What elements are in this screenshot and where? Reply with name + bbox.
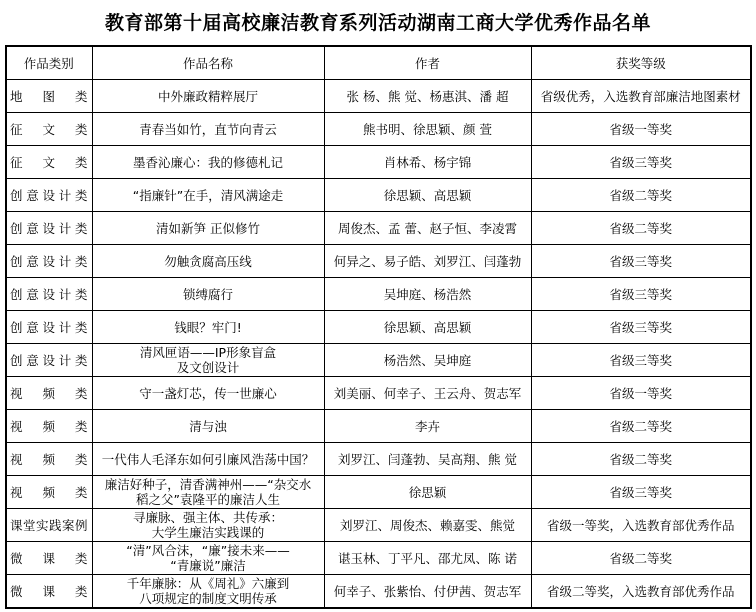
- award-level-cell: 省级二等奖: [531, 212, 751, 245]
- work-name-line: 青春当如竹，直节向青云: [139, 121, 277, 137]
- work-name-line: 清如新笋 正似修竹: [156, 220, 260, 236]
- work-name-cell: [92, 179, 324, 212]
- authors-cell: 徐思颖、高思颖: [324, 311, 531, 344]
- category-cell: 创意设计类: [6, 179, 92, 212]
- category-cell: 征文类: [6, 146, 92, 179]
- page-title: 教育部第十届高校廉洁教育系列活动湖南工商大学优秀作品名单: [104, 12, 651, 34]
- category-cell: 创意设计类: [6, 212, 92, 245]
- table-row: [6, 278, 751, 311]
- table-row: [6, 80, 751, 113]
- work-name-cell: [92, 311, 324, 344]
- table-row: [6, 410, 751, 443]
- work-name-line: 廉洁好种子，清香满神州——“杂交水: [104, 477, 312, 492]
- award-level-cell: 省级优秀，入选教育部廉洁地图素材: [531, 80, 751, 113]
- header-work-name: 作品名称: [92, 46, 324, 80]
- authors-cell: 刘罗江、周俊杰、赖嘉雯、熊觉: [324, 509, 531, 542]
- work-name-line: 八项规定的制度文明传承: [139, 591, 277, 606]
- authors-cell: 吴坤庭、杨浩然: [324, 278, 531, 311]
- category-cell: 微课类: [6, 575, 92, 609]
- table-row: [6, 245, 751, 278]
- work-name-line: 清与浊: [189, 418, 227, 434]
- category-cell: 创意设计类: [6, 344, 92, 377]
- work-name-cell: [92, 245, 324, 278]
- work-name-line: 清风匣语——IP形象盲盒: [139, 345, 277, 360]
- table-row: [6, 179, 751, 212]
- table-row: [6, 542, 751, 575]
- work-name-cell: [92, 146, 324, 179]
- work-name-line: 及文创设计: [176, 360, 240, 375]
- award-level-cell: 省级三等奖: [531, 146, 751, 179]
- header-authors: 作者: [324, 46, 531, 80]
- table-row: [6, 509, 751, 542]
- authors-cell: 张 杨、熊 觉、杨惠淇、潘 超: [324, 80, 531, 113]
- work-name-line: “清”风合沫，“廉”接未来——: [126, 543, 290, 558]
- table-row: [6, 377, 751, 410]
- authors-cell: 谌玉林、丁平凡、邵尤凤、陈 诺: [324, 542, 531, 575]
- authors-cell: 刘美丽、何幸子、王云舟、贺志军: [324, 377, 531, 410]
- work-name-cell: [92, 410, 324, 443]
- award-level-cell: 省级二等奖，入选教育部优秀作品: [531, 575, 751, 609]
- work-name-cell: [92, 443, 324, 476]
- category-cell: 视频类: [6, 410, 92, 443]
- table-row: [6, 212, 751, 245]
- award-level-cell: 省级二等奖: [531, 410, 751, 443]
- work-name-line: 中外廉政精粹展厅: [157, 88, 258, 104]
- authors-cell: 杨浩然、吴坤庭: [324, 344, 531, 377]
- work-name-line: 大学生廉洁实践课的: [151, 525, 265, 540]
- work-name-cell: [92, 212, 324, 245]
- work-name-cell: [92, 113, 324, 146]
- category-cell: 课堂实践案例: [6, 509, 92, 542]
- work-name-cell: [92, 80, 324, 113]
- award-level-cell: 省级一等奖: [531, 113, 751, 146]
- work-name-line: 钱眼？牢门!: [174, 319, 242, 335]
- work-name-line: 稻之父”袁隆平的廉洁人生: [136, 492, 280, 507]
- category-cell: 视频类: [6, 476, 92, 509]
- award-level-cell: 省级二等奖: [531, 443, 751, 476]
- header-category: 作品类别: [6, 46, 92, 80]
- category-cell: 创意设计类: [6, 278, 92, 311]
- work-name-cell: [92, 377, 324, 410]
- authors-cell: 刘罗江、闫蓬勃、吴高翔、熊 觉: [324, 443, 531, 476]
- award-level-cell: 省级三等奖: [531, 311, 751, 344]
- table-row: [6, 113, 751, 146]
- work-name-line: 一代伟人毛泽东如何引廉风浩荡中国？: [101, 451, 315, 467]
- authors-cell: 徐思颖、高思颖: [324, 179, 531, 212]
- award-level-cell: 省级一等奖，入选教育部优秀作品: [531, 509, 751, 542]
- authors-cell: 徐思颖: [324, 476, 531, 509]
- award-level-cell: 省级三等奖: [531, 344, 751, 377]
- table-row: [6, 311, 751, 344]
- table-row: [6, 344, 751, 377]
- work-name-line: “指廉针”在手，清风满途走: [132, 187, 284, 203]
- category-cell: 视频类: [6, 443, 92, 476]
- work-name-line: 守一盏灯芯，传一世廉心: [139, 385, 277, 401]
- category-cell: 视频类: [6, 377, 92, 410]
- header-award-level: 获奖等级: [531, 46, 751, 80]
- award-level-cell: 省级二等奖: [531, 542, 751, 575]
- work-name-cell: [92, 509, 324, 542]
- award-level-cell: 省级三等奖: [531, 245, 751, 278]
- table-row: [6, 575, 751, 609]
- category-cell: 地图类: [6, 80, 92, 113]
- table-row: [6, 476, 751, 509]
- category-cell: 征文类: [6, 113, 92, 146]
- work-name-cell: [92, 344, 324, 377]
- work-name-line: 寻廉脉、强主体、共传承：: [132, 510, 283, 525]
- authors-cell: 肖林希、杨宇锦: [324, 146, 531, 179]
- work-name-line: “青廉说”廉洁: [170, 558, 246, 573]
- category-cell: 创意设计类: [6, 311, 92, 344]
- work-name-line: 千年廉脉：从《周礼》六廉到: [126, 576, 290, 591]
- table-row: [6, 443, 751, 476]
- award-list-table: [5, 45, 752, 609]
- work-name-line: 墨香沁廉心：我的修德札记: [132, 154, 283, 170]
- category-cell: 创意设计类: [6, 245, 92, 278]
- award-level-cell: 省级二等奖: [531, 179, 751, 212]
- award-level-cell: 省级三等奖: [531, 476, 751, 509]
- authors-cell: 何异之、易子皓、刘罗江、闫蓬勃: [324, 245, 531, 278]
- work-name-cell: [92, 476, 324, 509]
- authors-cell: 周俊杰、孟 蕾、赵子恒、李凌霄: [324, 212, 531, 245]
- work-name-cell: [92, 575, 324, 609]
- award-level-cell: 省级一等奖: [531, 377, 751, 410]
- award-level-cell: 省级三等奖: [531, 278, 751, 311]
- authors-cell: 何幸子、张紫怡、付伊茜、贺志军: [324, 575, 531, 609]
- category-cell: 微课类: [6, 542, 92, 575]
- work-name-cell: [92, 542, 324, 575]
- work-name-cell: [92, 278, 324, 311]
- work-name-line: 锁缚腐行: [182, 286, 233, 302]
- table-header-row: [6, 46, 751, 80]
- authors-cell: 熊书明、徐思颖、颜 萱: [324, 113, 531, 146]
- work-name-line: 勿触贪腐高压线: [164, 253, 252, 269]
- authors-cell: 李卉: [324, 410, 531, 443]
- table-row: [6, 146, 751, 179]
